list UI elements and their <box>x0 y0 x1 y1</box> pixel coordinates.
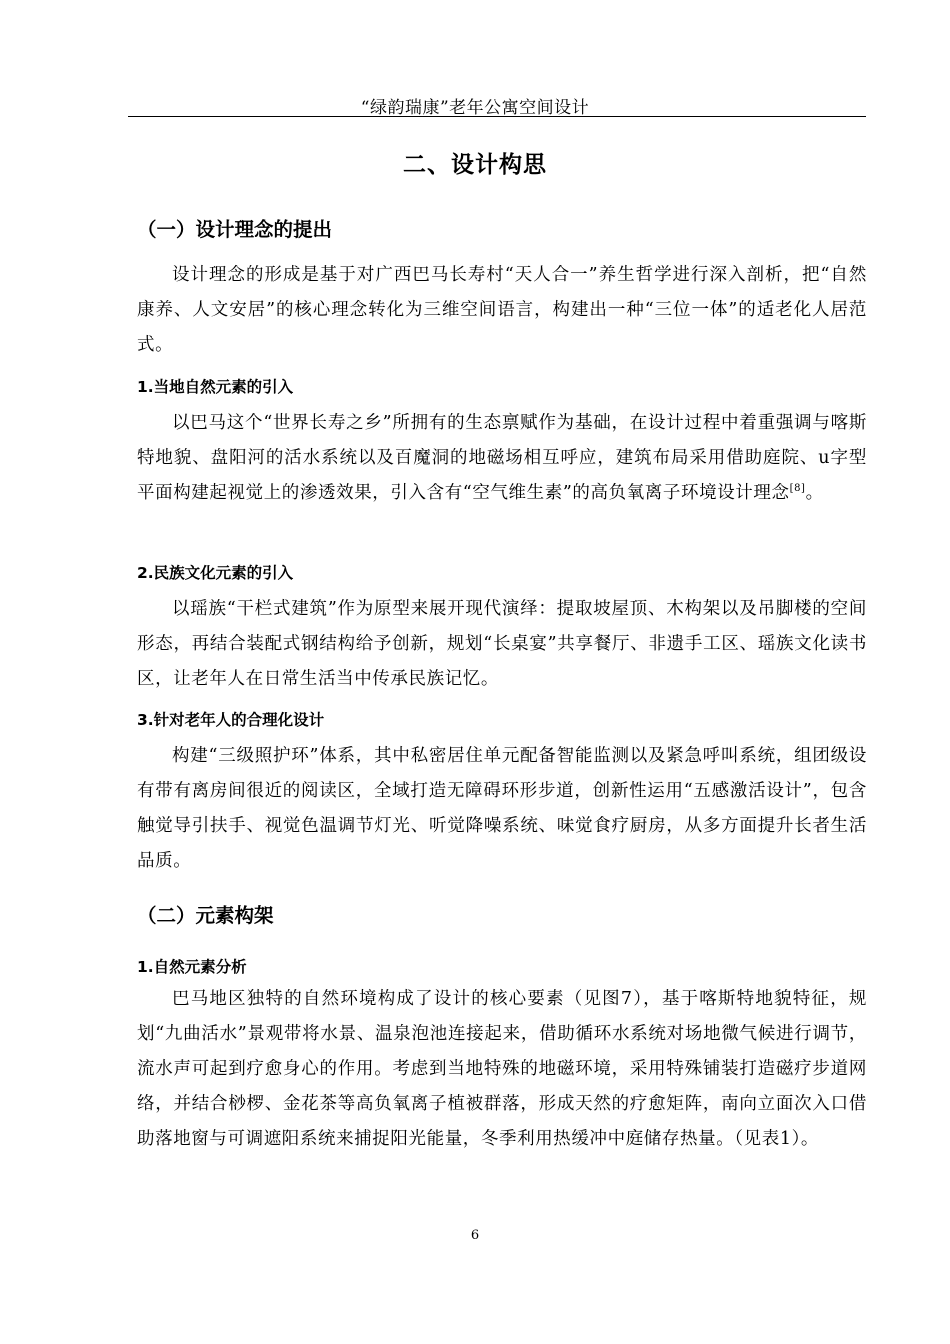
chapter-title: 二、设计构思 <box>403 152 547 178</box>
subheading-ethnic-culture: 2.民族文化元素的引入 <box>137 564 294 582</box>
paragraph-natural-elements <box>137 406 867 511</box>
paragraph-natural-element-analysis: 巴马地区独特的自然环境构成了设计的核心要素（见图7），基于喀斯特地貌特征，规划“九曲活水”景观带将水景、温泉泡池连接起来，借助循环水系统对场地微气候进行调节，流水声可起到疗愈身心的作用。考虑到当地特殊的地磁环境，采用特殊铺装打造磁疗步道网络，并结合桫椤、金花茶等高负氧离子植被群落，形成天然的疗愈矩阵，南向立面次入口借助落地窗与可调遮阳系统来捕捉阳光能量，冬季利用热缓冲中庭储存热量。（见表1）。 <box>137 989 867 1149</box>
subheading-natural-element-analysis: 1.自然元素分析 <box>137 958 247 976</box>
paragraph-elderly-design: 构建“三级照护环”体系，其中私密居住单元配备智能监测以及紧急呼叫系统，组团级设有带有离房间很近的阅读区，全域打造无障碍环形步道，创新性运用“五感激活设计”，包含触觉导引扶手、视觉色温调节灯光、听觉降噪系统、味觉食疗厨房，从多方面提升长者生活品质。 <box>137 746 867 871</box>
section-heading-element-framework: （二）元素构架 <box>137 904 274 927</box>
header-divider <box>128 116 866 117</box>
paragraph-text: 以巴马这个“世界长寿之乡”所拥有的生态禀赋作为基础，在设计过程中着重强调与喀斯特地貌、盘阳河的活水系统以及百魔洞的地磁场相互呼应，建筑布局采用借助庭院、u字型平面构建起视觉上的渗透效果，引入含有“空气维生素”的高负氧离子环境设计理念 <box>137 413 867 503</box>
section-heading-design-concept: （一）设计理念的提出 <box>137 218 333 241</box>
page-number: 6 <box>470 1228 480 1243</box>
running-header: “绿韵瑞康”老年公寓空间设计 <box>360 98 590 118</box>
paragraph-intro: 设计理念的形成是基于对广西巴马长寿村“天人合一”养生哲学进行深入剖析，把“自然康养、人文安居”的核心理念转化为三维空间语言，构建出一种“三位一体”的适老化人居范式。 <box>137 265 867 355</box>
subheading-natural-elements: 1.当地自然元素的引入 <box>137 378 294 396</box>
paragraph-tail: 。 <box>805 483 824 503</box>
paragraph-ethnic-culture: 以瑶族“干栏式建筑”作为原型来展开现代演绎：提取坡屋顶、木构架以及吊脚楼的空间形态，再结合装配式钢结构给予创新，规划“长桌宴”共享餐厅、非遗手工区、瑶族文化读书区，让老年人在日常生活当中传承民族记忆。 <box>137 599 867 689</box>
citation-reference: [8] <box>789 483 806 494</box>
subheading-elderly-design: 3.针对老年人的合理化设计 <box>137 711 325 729</box>
